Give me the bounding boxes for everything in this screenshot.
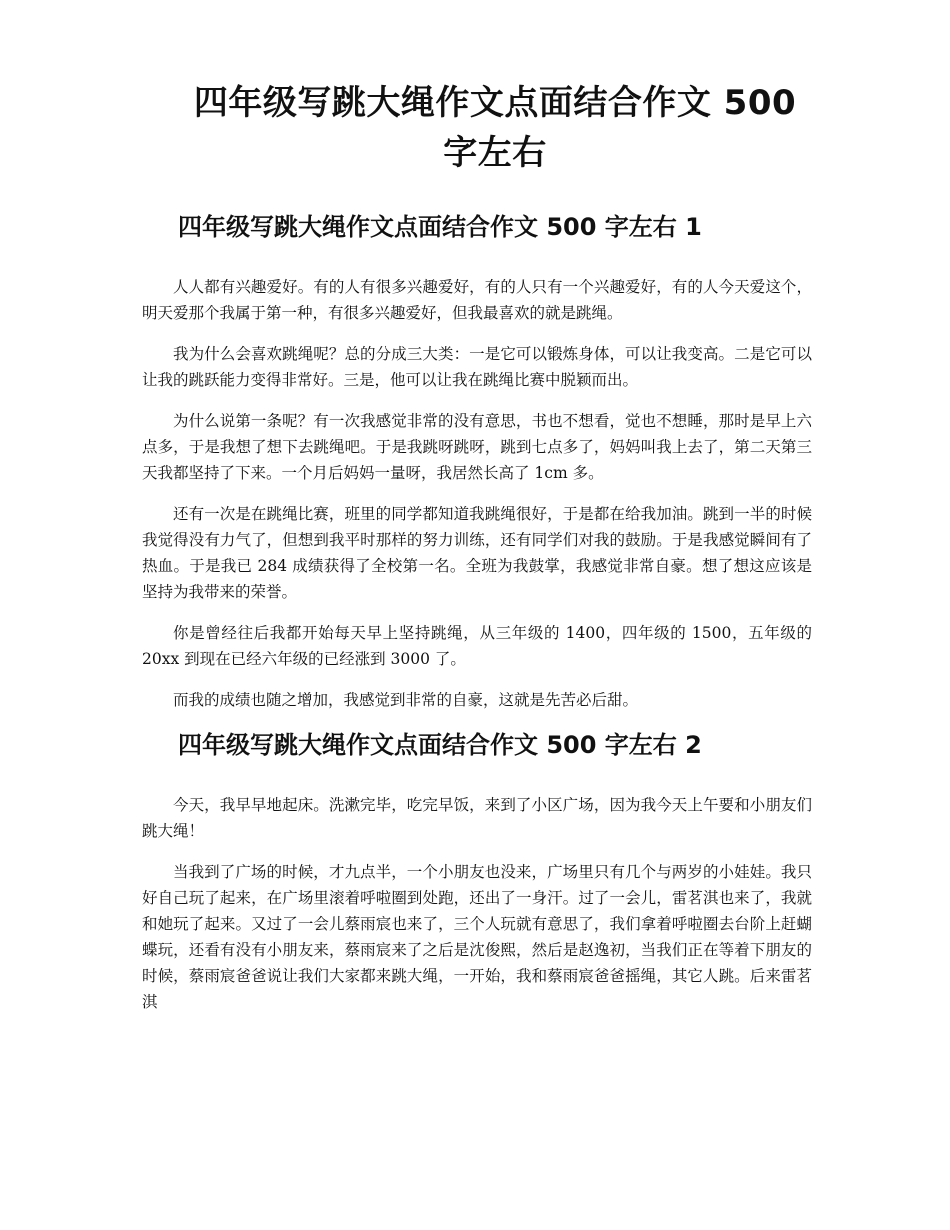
section-heading-1: 四年级写跳大绳作文点面结合作文 500 字左右 1 [178, 213, 702, 241]
paragraph: 人人都有兴趣爱好。有的人有很多兴趣爱好，有的人只有一个兴趣爱好，有的人今天爱这个，明天爱那个我属于第一种，有很多兴趣爱好，但我最喜欢的就是跳绳。 [142, 278, 812, 322]
section-heading-2: 四年级写跳大绳作文点面结合作文 500 字左右 2 [178, 731, 702, 759]
paragraph: 你是曾经往后我都开始每天早上坚持跳绳，从三年级的 1400，四年级的 1500，五年级的 20xx 到现在已经六年级的已经涨到 3000 了。 [142, 624, 812, 668]
document-page [142, 78, 812, 1030]
paragraph: 当我到了广场的时候，才九点半，一个小朋友也没来，广场里只有几个与两岁的小娃娃。我只好自己玩了起来，在广场里滚着呼啦圈到处跑，还出了一身汗。过了一会儿，雷茗淇也来了，我就和她玩了起来。又过了一会儿蔡雨宸也来了，三个人玩就有意思了，我们拿着呼啦圈去台阶上赶蝴蝶玩，还看有没有小朋友来，蔡雨宸来了之后是沈俊熙，然后是赵逸初，当我们正在等着下朋友的时候，蔡雨宸爸爸说让我们大家都来跳大绳，一开始，我和蔡雨宸爸爸摇绳，其它人跳。后来雷茗淇 [142, 863, 812, 1011]
paragraph: 我为什么会喜欢跳绳呢？总的分成三大类：一是它可以锻炼身体，可以让我变高。二是它可以让我的跳跃能力变得非常好。三是，他可以让我在跳绳比赛中脱颖而出。 [142, 345, 812, 389]
paragraph: 为什么说第一条呢？有一次我感觉非常的没有意思，书也不想看，觉也不想睡，那时是早上六点多，于是我想了想下去跳绳吧。于是我跳呀跳呀，跳到七点多了，妈妈叫我上去了，第二天第三天我都坚持了下来。一个月后妈妈一量呀，我居然长高了 1cm 多。 [142, 412, 812, 482]
paragraph: 还有一次是在跳绳比赛，班里的同学都知道我跳绳很好，于是都在给我加油。跳到一半的时候我觉得没有力气了，但想到我平时那样的努力训练，还有同学们对我的鼓励。于是我感觉瞬间有了热血。于是我已 284 成绩获得了全校第一名。全班为我鼓掌，我感觉非常自豪。想了想这应该是坚持为我带来的荣誉。 [142, 505, 812, 601]
paragraph: 今天，我早早地起床。洗漱完毕，吃完早饭，来到了小区广场，因为我今天上午要和小朋友们跳大绳！ [142, 796, 812, 840]
paragraph: 而我的成绩也随之增加，我感觉到非常的自豪，这就是先苦必后甜。 [173, 691, 639, 709]
section-body-2 [142, 792, 812, 1015]
document-title: 四年级写跳大绳作文点面结合作文 500 字左右 [193, 83, 797, 173]
section-body-1 [142, 274, 812, 713]
